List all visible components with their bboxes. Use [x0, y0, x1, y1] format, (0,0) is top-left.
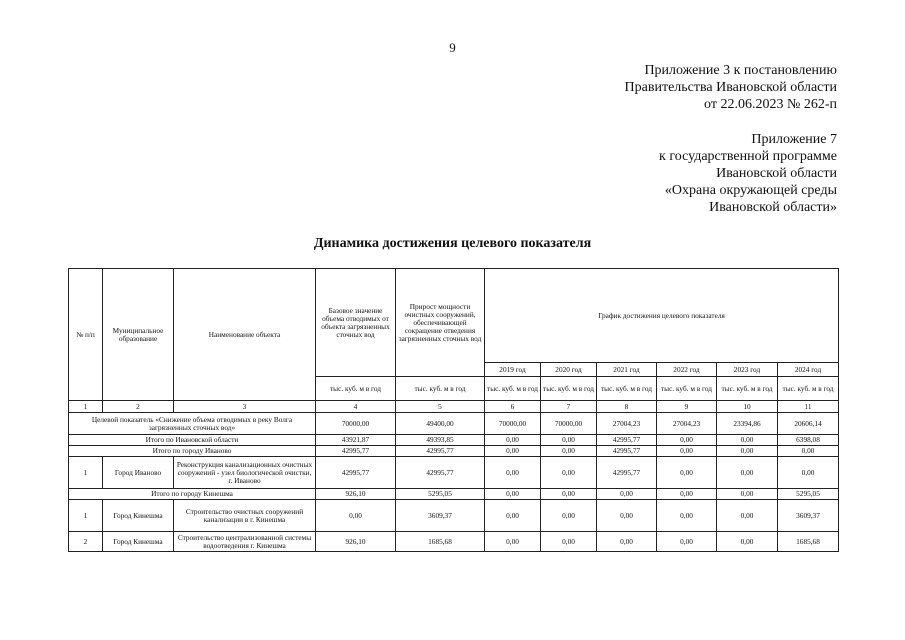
value-cell: 0,00 [541, 532, 597, 552]
object-name-cell: Строительство централизованной системы водоотведения г. Кинешма [174, 532, 316, 552]
header-unit: тыс. куб. м в год [597, 377, 657, 401]
appendix-7-line: «Охрана окружающей среды [664, 183, 837, 198]
summary-label: Итого по Ивановской области [69, 435, 316, 446]
column-number: 2 [103, 401, 174, 413]
value-cell: 0,00 [717, 446, 778, 457]
value-cell: 0,00 [485, 457, 541, 489]
value-cell: 0,00 [717, 489, 778, 500]
object-row [69, 532, 839, 552]
value-cell: 5295,05 [396, 489, 485, 500]
summary-label: Целевой показатель «Снижение объема отводимых в реку Волга загрязненных сточных вод» [69, 413, 316, 435]
page-number: 9 [449, 40, 456, 55]
header-municipality: Муниципальное образование [103, 269, 174, 401]
target-indicator-table [68, 268, 839, 552]
summary-row [69, 413, 839, 435]
column-numbers-row [69, 401, 839, 413]
header-year: 2019 год [485, 363, 541, 377]
column-number: 10 [717, 401, 778, 413]
header-unit: тыс. куб. м в год [541, 377, 597, 401]
value-cell: 926,10 [316, 532, 396, 552]
header-unit: тыс. куб. м в год [316, 377, 396, 401]
value-cell: 926,10 [316, 489, 396, 500]
value-cell: 0,00 [485, 489, 541, 500]
appendix-7-line: Ивановской области» [709, 200, 837, 215]
value-cell: 0,00 [541, 489, 597, 500]
value-cell: 0,00 [597, 500, 657, 532]
value-cell: 0,00 [541, 500, 597, 532]
value-cell: 0,00 [485, 500, 541, 532]
column-number: 5 [396, 401, 485, 413]
column-number: 1 [69, 401, 103, 413]
summary-row [69, 489, 839, 500]
appendix-3-header [625, 62, 837, 113]
column-number: 4 [316, 401, 396, 413]
header-unit: тыс. куб. м в год [657, 377, 717, 401]
appendix-7-line: к государственной программе [659, 149, 837, 164]
value-cell: 0,00 [485, 532, 541, 552]
header-unit: тыс. куб. м в год [717, 377, 778, 401]
value-cell: 27004,23 [657, 413, 717, 435]
appendix-7-header [659, 131, 837, 216]
value-cell: 0,00 [717, 457, 778, 489]
value-cell: 5295,05 [778, 489, 839, 500]
value-cell: 0,00 [657, 457, 717, 489]
header-year: 2021 год [597, 363, 657, 377]
value-cell: 42995,77 [597, 446, 657, 457]
header-growth: Прирост мощности очистных сооружений, обеспечивающей сокращение отведения загрязненных сточных вод [396, 269, 485, 377]
object-name-cell: Строительство очистных сооружений канализации в г. Кинешма [174, 500, 316, 532]
header-unit: тыс. куб. м в год [778, 377, 839, 401]
header-year: 2022 год [657, 363, 717, 377]
value-cell: 70000,00 [485, 413, 541, 435]
value-cell: 0,00 [485, 446, 541, 457]
summary-row [69, 446, 839, 457]
value-cell: 3609,37 [778, 500, 839, 532]
value-cell: 0,00 [717, 532, 778, 552]
value-cell: 0,00 [597, 489, 657, 500]
column-number: 8 [597, 401, 657, 413]
value-cell: 0,00 [485, 435, 541, 446]
value-cell: 70000,00 [541, 413, 597, 435]
value-cell: 23394,86 [717, 413, 778, 435]
value-cell: 0,00 [778, 457, 839, 489]
object-row [69, 500, 839, 532]
value-cell: 0,00 [657, 446, 717, 457]
municipality-cell: Город Кинешма [103, 500, 174, 532]
value-cell: 1685,68 [396, 532, 485, 552]
value-cell: 0,00 [778, 446, 839, 457]
column-number: 7 [541, 401, 597, 413]
header-num: № п/п [69, 269, 103, 401]
value-cell: 0,00 [657, 532, 717, 552]
value-cell: 0,00 [657, 500, 717, 532]
value-cell: 1685,68 [778, 532, 839, 552]
value-cell: 49400,00 [396, 413, 485, 435]
value-cell: 27004,23 [597, 413, 657, 435]
column-number: 6 [485, 401, 541, 413]
row-number: 2 [69, 532, 103, 552]
value-cell: 0,00 [597, 532, 657, 552]
appendix-7-line: Приложение 7 [751, 132, 837, 147]
object-row [69, 457, 839, 489]
value-cell: 43921,87 [316, 435, 396, 446]
municipality-cell: Город Иваново [103, 457, 174, 489]
row-number: 1 [69, 500, 103, 532]
document-title: Динамика достижения целевого показателя [313, 236, 592, 251]
value-cell: 0,00 [316, 500, 396, 532]
value-cell: 0,00 [717, 500, 778, 532]
value-cell: 42995,77 [316, 446, 396, 457]
header-schedule: График достижения целевого показателя [485, 269, 839, 363]
row-number: 1 [69, 457, 103, 489]
summary-label: Итого по городу Кинешма [69, 489, 316, 500]
header-base: Базовое значение объема отводимых от объекта загрязненных сточных вод [316, 269, 396, 377]
header-unit: тыс. куб. м в год [485, 377, 541, 401]
header-year: 2020 год [541, 363, 597, 377]
column-number: 9 [657, 401, 717, 413]
value-cell: 70000,00 [316, 413, 396, 435]
value-cell: 42995,77 [316, 457, 396, 489]
value-cell: 0,00 [657, 489, 717, 500]
value-cell: 42995,77 [597, 457, 657, 489]
value-cell: 42995,77 [396, 457, 485, 489]
column-number: 11 [778, 401, 839, 413]
value-cell: 0,00 [541, 435, 597, 446]
object-name-cell: Реконструкция канализационных очистных сооружений - узел биологической очистки, г. Иваново [174, 457, 316, 489]
value-cell: 0,00 [717, 435, 778, 446]
column-number: 3 [174, 401, 316, 413]
value-cell: 20606,14 [778, 413, 839, 435]
value-cell: 0,00 [541, 457, 597, 489]
appendix-3-line: Приложение 3 к постановлению [644, 63, 837, 78]
value-cell: 49393,85 [396, 435, 485, 446]
table-header-row [69, 269, 839, 363]
appendix-3-line: от 22.06.2023 № 262-п [704, 97, 837, 112]
value-cell: 6398,08 [778, 435, 839, 446]
header-object: Наименование объекта [174, 269, 316, 401]
value-cell: 42995,77 [597, 435, 657, 446]
header-year: 2024 год [778, 363, 839, 377]
appendix-3-line: Правительства Ивановской области [624, 80, 837, 95]
summary-row [69, 435, 839, 446]
value-cell: 3609,37 [396, 500, 485, 532]
appendix-7-line: Ивановской области [716, 166, 837, 181]
municipality-cell: Город Кинешма [103, 532, 174, 552]
value-cell: 0,00 [657, 435, 717, 446]
value-cell: 0,00 [541, 446, 597, 457]
header-unit: тыс. куб. м в год [396, 377, 485, 401]
summary-label: Итого по городу Иваново [69, 446, 316, 457]
value-cell: 42995,77 [396, 446, 485, 457]
header-year: 2023 год [717, 363, 778, 377]
